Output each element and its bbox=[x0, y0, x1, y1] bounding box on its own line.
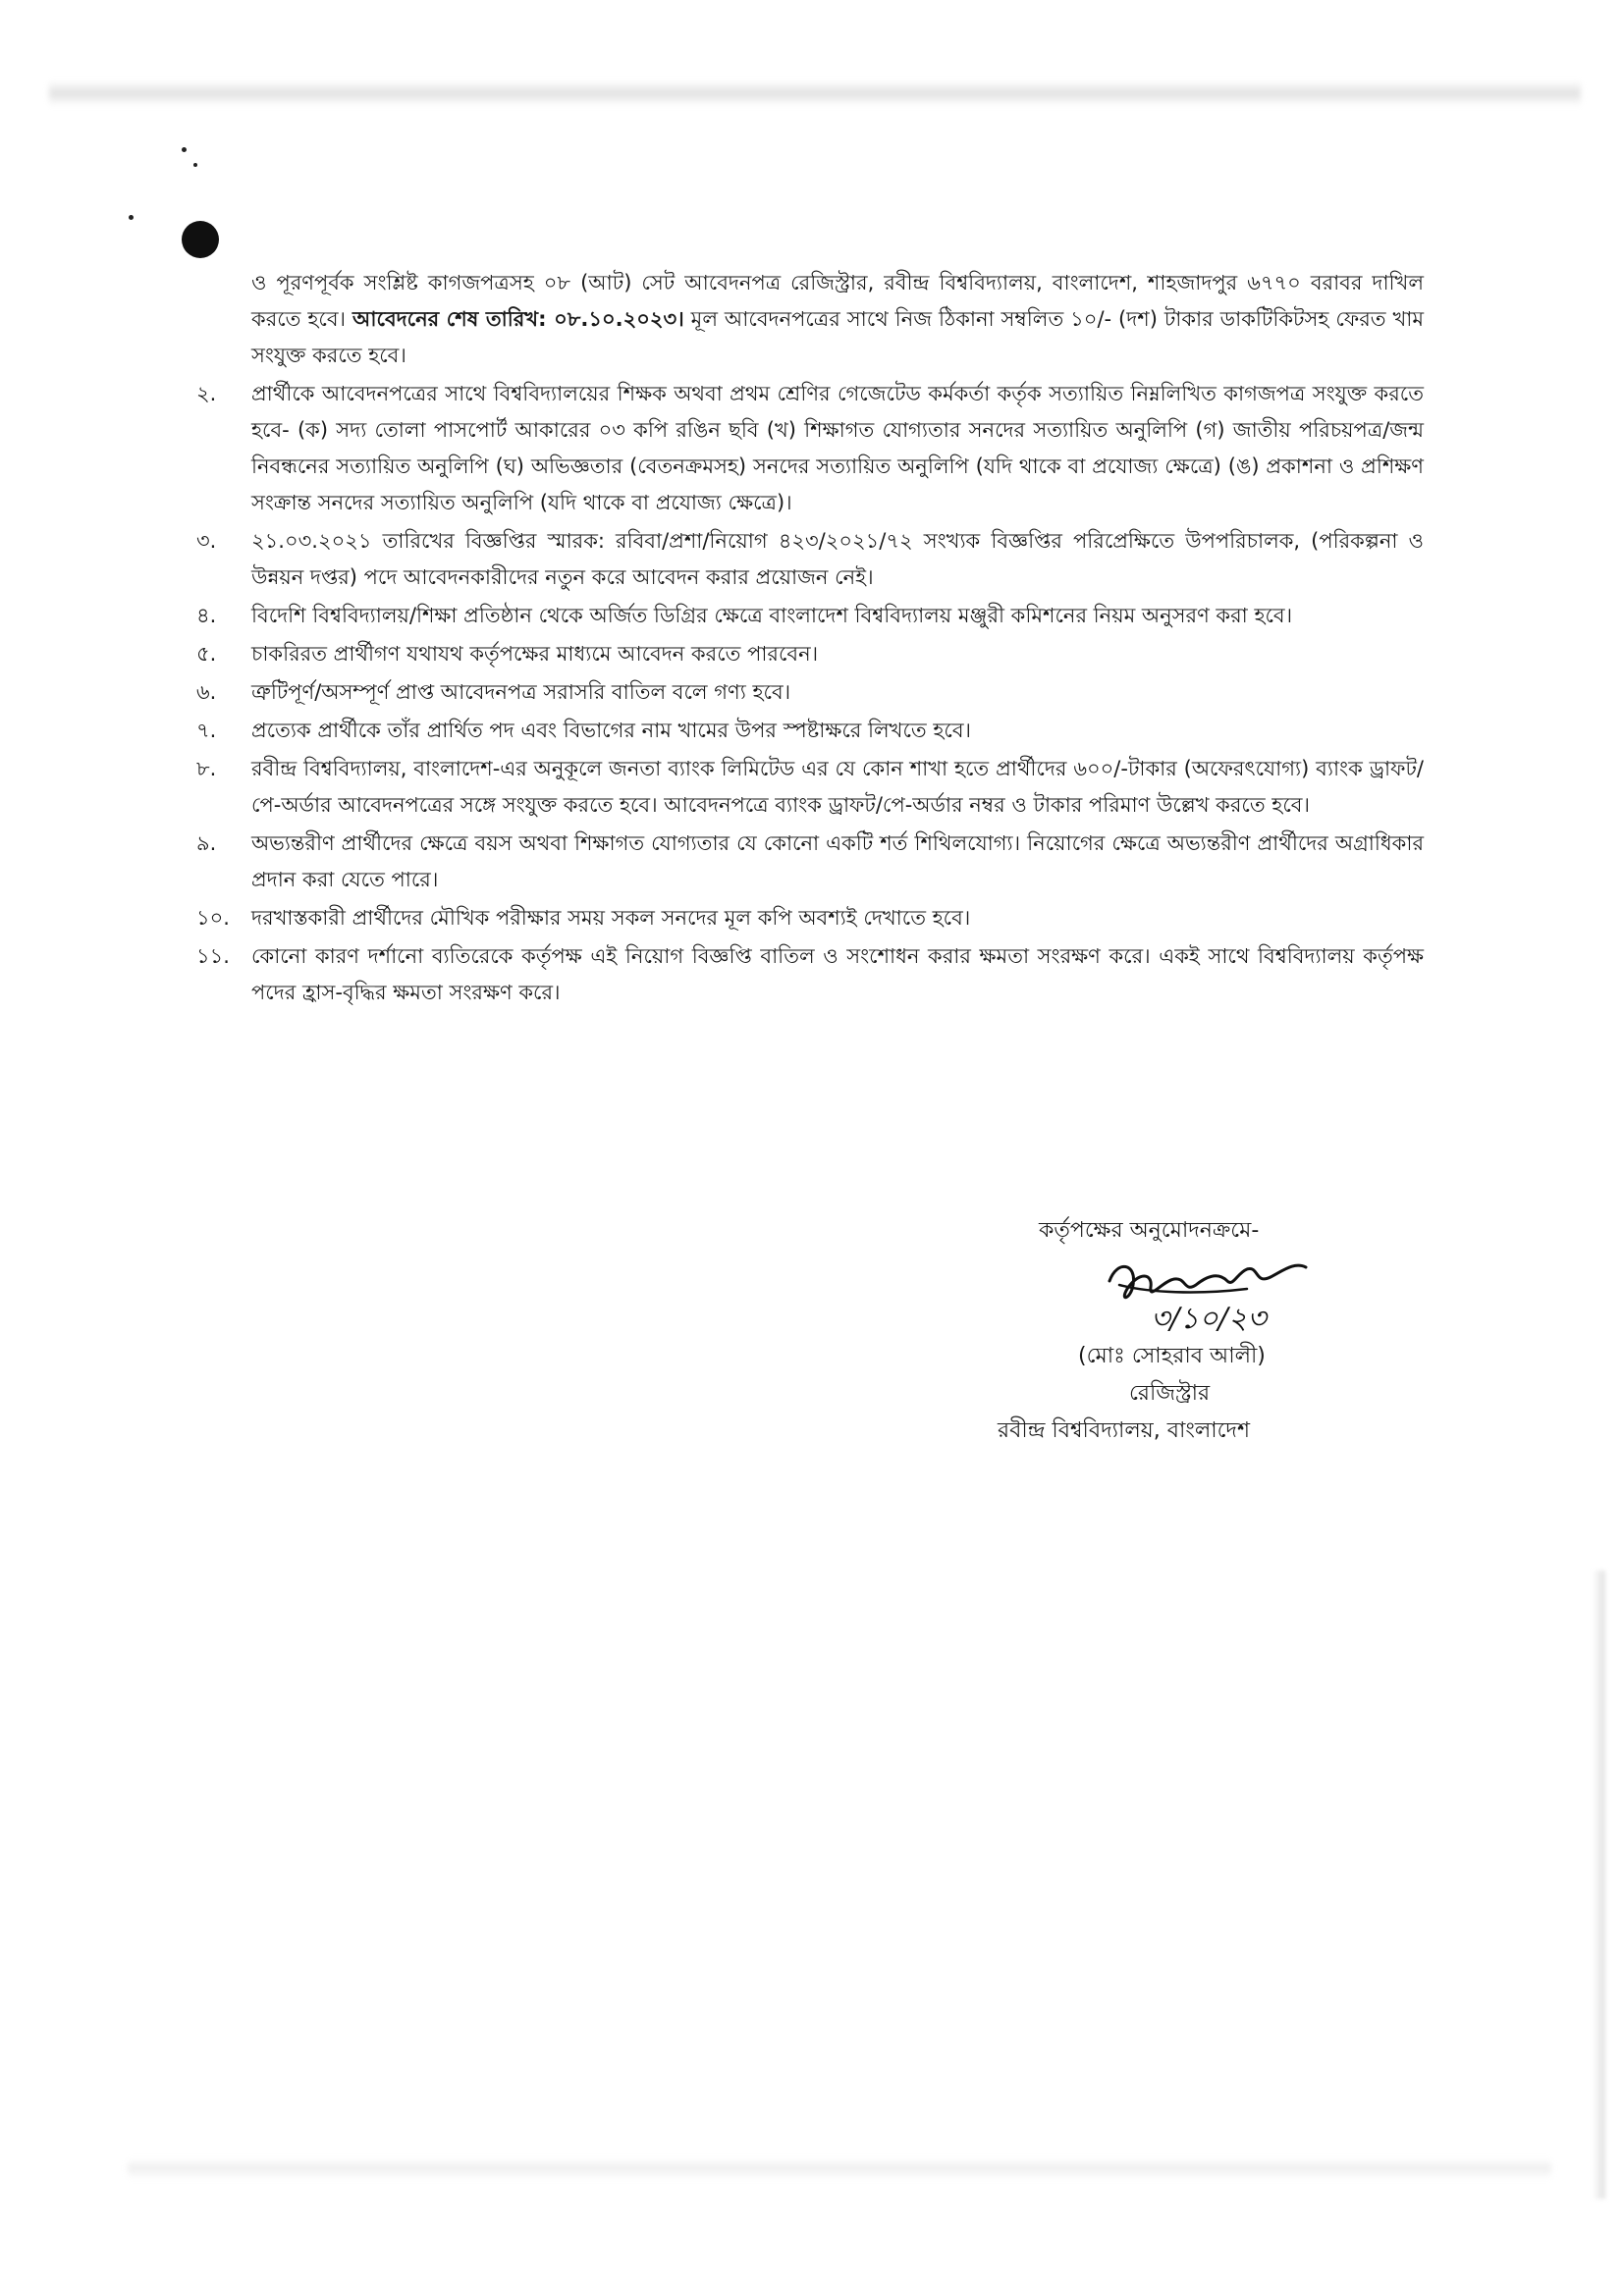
list-item bbox=[196, 713, 1424, 749]
list-item-text: ২১.০৩.২০২১ তারিখের বিজ্ঞপ্তির স্মারক: রবিবা/প্রশা/নিয়োগ ৪২৩/২০২১/৭২ সংখ্যক বিজ্ঞপ্তির পরিপ্রেক্ষিতে উপপরিচালক, (পরিকল্পনা ও উন্নয়ন দপ্তর) পদে আবেদনকারীদের নতুন করে আবেদন করার প্রয়োজন নেই। bbox=[251, 529, 1424, 589]
signature-date: ৩/১০/২৩ bbox=[1151, 1302, 1267, 1336]
list-item-text: অভ্যন্তরীণ প্রার্থীদের ক্ষেত্রে বয়স অথবা শিক্ষাগত যোগ্যতার যে কোনো একটি শর্ত শিথিলযোগ্য। নিয়োগের ক্ষেত্রে অভ্যন্তরীণ প্রার্থীদের অগ্রাধিকার প্রদান করা যেতে পারে। bbox=[251, 831, 1424, 891]
scan-edge-shadow bbox=[1592, 1571, 1605, 2199]
conditions-list bbox=[196, 376, 1424, 1011]
list-item-text: প্রত্যেক প্রার্থীকে তাঁর প্রার্থিত পদ এবং বিভাগের নাম খামের উপর স্পষ্টাক্ষরে লিখতে হবে। bbox=[251, 719, 972, 742]
signatory-name: (মোঃ সোহরাব আলী) bbox=[1078, 1344, 1266, 1368]
signatory-organization: রবীন্দ্র বিশ্ববিদ্যালয়, বাংলাদেশ bbox=[998, 1418, 1251, 1443]
list-item-number: ১০. bbox=[196, 906, 230, 930]
list-item bbox=[196, 636, 1424, 672]
list-item-number: ১১. bbox=[196, 944, 230, 968]
list-item bbox=[196, 376, 1424, 521]
list-item-text: ত্রুটিপূর্ণ/অসম্পূর্ণ প্রাপ্ত আবেদনপত্র সরাসরি বাতিল বলে গণ্য হবে। bbox=[251, 680, 791, 704]
intro-text-after: মূল আবেদনপত্রের সাথে নিজ ঠিকানা সম্বলিত ১০/- (দশ) টাকার ডাকটিকিটসহ ফেরত খাম সংযুক্ত করতে হবে। bbox=[251, 307, 1424, 367]
list-item-number: ৮. bbox=[196, 757, 217, 780]
list-item bbox=[196, 751, 1424, 824]
list-item-number: ৫. bbox=[196, 642, 217, 666]
approval-line: কর্তৃপক্ষের অনুমোদনক্রমে- bbox=[1039, 1218, 1260, 1243]
list-item-text: দরখাস্তকারী প্রার্থীদের মৌখিক পরীক্ষার সময় সকল সনদের মূল কপি অবশ্যই দেখাতে হবে। bbox=[251, 906, 971, 930]
list-item bbox=[196, 598, 1424, 634]
list-item-text: কোনো কারণ দর্শানো ব্যতিরেকে কর্তৃপক্ষ এই নিয়োগ বিজ্ঞপ্তি বাতিল ও সংশোধন করার ক্ষমতা সংরক্ষণ করে। একই সাথে বিশ্ববিদ্যালয় কর্তৃপক্ষ পদের হ্রাস-বৃদ্ধির ক্ষমতা সংরক্ষণ করে। bbox=[251, 944, 1424, 1004]
list-item bbox=[196, 938, 1424, 1011]
notice-body bbox=[196, 265, 1424, 1013]
scan-speck bbox=[129, 215, 134, 220]
list-item-number: ২. bbox=[196, 382, 217, 405]
scan-shadow-bottom bbox=[128, 2158, 1551, 2179]
list-item bbox=[196, 826, 1424, 898]
scan-shadow-top bbox=[49, 80, 1581, 106]
list-item-text: বিদেশি বিশ্ববিদ্যালয়/শিক্ষা প্রতিষ্ঠান থেকে অর্জিত ডিগ্রির ক্ষেত্রে বাংলাদেশ বিশ্ববিদ্যালয় মঞ্জুরী কমিশনের নিয়ম অনুসরণ করা হবে। bbox=[251, 604, 1293, 627]
list-item-number: ৩. bbox=[196, 529, 217, 553]
list-item bbox=[196, 900, 1424, 936]
list-item-text: প্রার্থীকে আবেদনপত্রের সাথে বিশ্ববিদ্যালয়ের শিক্ষক অথবা প্রথম শ্রেণির গেজেটেড কর্মকর্তা কর্তৃক সত্যায়িত নিম্নলিখিত কাগজপত্র সংযুক্ত করতে হবে- (ক) সদ্য তোলা পাসপোর্ট আকারের ০৩ কপি রঙিন ছবি (খ) শিক্ষাগত যোগ্যতার সনদের সত্যায়িত অনুলিপি (গ) জাতীয় পরিচয়পত্র/জন্ম নিবন্ধনের সত্যায়িত অনুলিপি (ঘ) অভিজ্ঞতার (বেতনক্রমসহ) সনদের সত্যায়িত অনুলিপি (যদি থাকে বা প্রযোজ্য ক্ষেত্রে) (ঙ) প্রকাশনা ও প্রশিক্ষণ সংক্রান্ত সনদের সত্যায়িত অনুলিপি (যদি থাকে বা প্রযোজ্য ক্ষেত্রে)। bbox=[251, 382, 1424, 514]
list-item-number: ৪. bbox=[196, 604, 217, 627]
list-item-number: ৬. bbox=[196, 680, 217, 704]
scan-speck bbox=[193, 163, 197, 167]
signatory-title: রেজিস্ট্রার bbox=[1129, 1381, 1211, 1406]
list-item-text: চাকরিরত প্রার্থীগণ যথাযথ কর্তৃপক্ষের মাধ্যমে আবেদন করতে পারবেন। bbox=[251, 642, 819, 666]
list-item-number: ৯. bbox=[196, 831, 217, 855]
deadline-text: আবেদনের শেষ তারিখ: ০৮.১০.২০২৩। bbox=[352, 307, 684, 331]
list-item bbox=[196, 523, 1424, 596]
list-item-text: রবীন্দ্র বিশ্ববিদ্যালয়, বাংলাদেশ-এর অনুকূলে জনতা ব্যাংক লিমিটেড এর যে কোন শাখা হতে প্রার্থীদের ৬০০/-টাকার (অফেরৎযোগ্য) ব্যাংক ড্রাফট/পে-অর্ডার আবেদনপত্রের সঙ্গে সংযুক্ত করতে হবে। আবেদনপত্রে ব্যাংক ড্রাফট/পে-অর্ডার নম্বর ও টাকার পরিমাণ উল্লেখ করতে হবে। bbox=[251, 757, 1424, 817]
scan-speck bbox=[182, 147, 187, 152]
intro-paragraph bbox=[251, 265, 1424, 374]
list-item bbox=[196, 674, 1424, 711]
signature-block bbox=[992, 1212, 1404, 1450]
intro-text-before: ও পূরণপূর্বক সংশ্লিষ্ট কাগজপত্রসহ ০৮ (আট) সেট আবেদনপত্র রেজিস্ট্রার, রবীন্দ্র বিশ্ববিদ্যালয়, বাংলাদেশ, শাহজাদপুর ৬৭৭০ বরাবর দাখিল করতে হবে। bbox=[251, 271, 1424, 331]
handwritten-signature bbox=[1090, 1252, 1316, 1338]
list-item-number: ৭. bbox=[196, 719, 217, 742]
punch-hole-mark bbox=[182, 221, 219, 258]
